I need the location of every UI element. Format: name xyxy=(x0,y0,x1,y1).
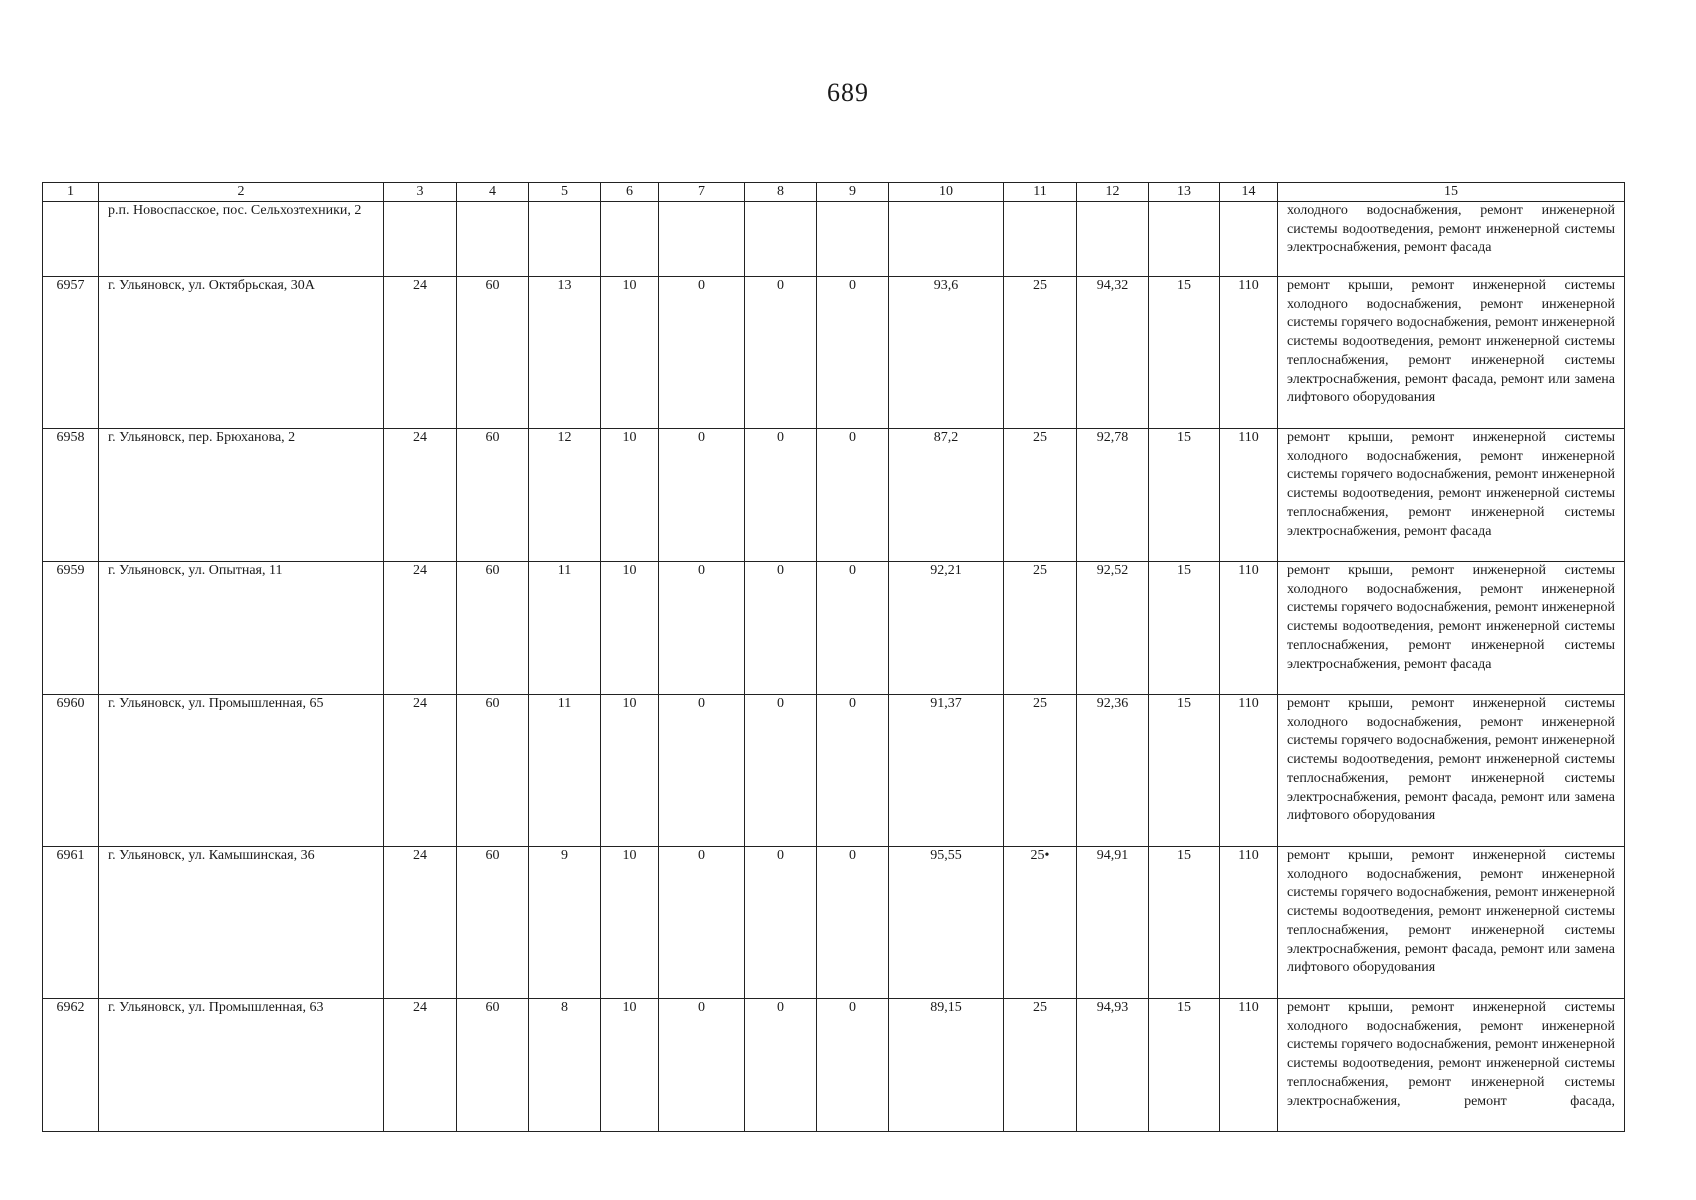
column-number: 4 xyxy=(457,183,529,202)
column-number: 9 xyxy=(817,183,889,202)
cell-address: р.п. Новоспасское, пос. Сельхозтехники, 2 xyxy=(99,202,384,277)
cell-col-14: 110 xyxy=(1220,429,1278,562)
cell-col-13 xyxy=(1149,202,1220,277)
cell-repair-works: ремонт крыши, ремонт инженерной системы холодного водоснабжения, ремонт инженерной системы горячего водоснабжения, ремонт инженерной системы водоотведения, ремонт инженерной системы теплоснабжения, ремонт инженерной системы электроснабжения, ремонт фасада, ремонт или замена лифтового оборудования xyxy=(1278,277,1625,429)
cell-col-9 xyxy=(817,202,889,277)
column-number: 10 xyxy=(889,183,1004,202)
cell-col-8: 0 xyxy=(745,695,817,847)
cell-col-4: 60 xyxy=(457,562,529,695)
column-number: 13 xyxy=(1149,183,1220,202)
cell-col-3: 24 xyxy=(384,562,457,695)
cell-repair-works: ремонт крыши, ремонт инженерной системы холодного водоснабжения, ремонт инженерной системы горячего водоснабжения, ремонт инженерной системы водоотведения, ремонт инженерной системы теплоснабжения, ремонт инженерной системы электроснабжения, ремонт фасада xyxy=(1278,429,1625,562)
cell-col-11: 25 xyxy=(1004,429,1077,562)
cell-row-number: 6959 xyxy=(43,562,99,695)
cell-col-13: 15 xyxy=(1149,562,1220,695)
cell-col-5: 12 xyxy=(529,429,601,562)
cell-col-8 xyxy=(745,202,817,277)
cell-address: г. Ульяновск, ул. Промышленная, 65 xyxy=(99,695,384,847)
cell-col-12: 92,78 xyxy=(1077,429,1149,562)
cell-col-12: 94,91 xyxy=(1077,847,1149,999)
cell-col-11 xyxy=(1004,202,1077,277)
cell-address: г. Ульяновск, пер. Брюханова, 2 xyxy=(99,429,384,562)
cell-col-6: 10 xyxy=(601,695,659,847)
cell-col-3: 24 xyxy=(384,695,457,847)
cell-col-9: 0 xyxy=(817,847,889,999)
cell-col-5: 8 xyxy=(529,999,601,1132)
cell-repair-works: ремонт крыши, ремонт инженерной системы холодного водоснабжения, ремонт инженерной системы горячего водоснабжения, ремонт инженерной системы водоотведения, ремонт инженерной системы теплоснабжения, ремонт инженерной системы электроснабжения, ремонт фасада, xyxy=(1278,999,1625,1132)
cell-col-4 xyxy=(457,202,529,277)
cell-col-8: 0 xyxy=(745,429,817,562)
column-number: 5 xyxy=(529,183,601,202)
cell-col-10: 87,2 xyxy=(889,429,1004,562)
cell-col-8: 0 xyxy=(745,277,817,429)
column-number: 7 xyxy=(659,183,745,202)
cell-col-9: 0 xyxy=(817,695,889,847)
cell-col-10: 89,15 xyxy=(889,999,1004,1132)
cell-col-5: 11 xyxy=(529,695,601,847)
cell-col-14: 110 xyxy=(1220,695,1278,847)
cell-col-7: 0 xyxy=(659,429,745,562)
cell-address: г. Ульяновск, ул. Промышленная, 63 xyxy=(99,999,384,1132)
cell-col-10: 92,21 xyxy=(889,562,1004,695)
cell-col-10: 93,6 xyxy=(889,277,1004,429)
cell-col-3 xyxy=(384,202,457,277)
cell-col-13: 15 xyxy=(1149,847,1220,999)
cell-col-13: 15 xyxy=(1149,429,1220,562)
table-row xyxy=(43,202,1625,277)
cell-col-12: 92,52 xyxy=(1077,562,1149,695)
cell-col-6: 10 xyxy=(601,562,659,695)
cell-row-number: 6958 xyxy=(43,429,99,562)
column-number: 11 xyxy=(1004,183,1077,202)
cell-col-11: 25• xyxy=(1004,847,1077,999)
cell-col-4: 60 xyxy=(457,277,529,429)
cell-col-9: 0 xyxy=(817,429,889,562)
cell-col-5 xyxy=(529,202,601,277)
cell-col-9: 0 xyxy=(817,562,889,695)
cell-col-8: 0 xyxy=(745,847,817,999)
cell-address: г. Ульяновск, ул. Октябрьская, 30А xyxy=(99,277,384,429)
column-number-row xyxy=(43,183,1625,202)
cell-col-9: 0 xyxy=(817,277,889,429)
column-number: 6 xyxy=(601,183,659,202)
cell-col-14: 110 xyxy=(1220,277,1278,429)
cell-col-14 xyxy=(1220,202,1278,277)
column-number: 3 xyxy=(384,183,457,202)
cell-row-number: 6960 xyxy=(43,695,99,847)
cell-address: г. Ульяновск, ул. Опытная, 11 xyxy=(99,562,384,695)
cell-col-8: 0 xyxy=(745,562,817,695)
column-number: 14 xyxy=(1220,183,1278,202)
cell-col-6: 10 xyxy=(601,847,659,999)
cell-col-10 xyxy=(889,202,1004,277)
cell-col-10: 95,55 xyxy=(889,847,1004,999)
cell-col-5: 9 xyxy=(529,847,601,999)
cell-col-12: 92,36 xyxy=(1077,695,1149,847)
cell-col-5: 11 xyxy=(529,562,601,695)
cell-col-6: 10 xyxy=(601,277,659,429)
cell-col-13: 15 xyxy=(1149,695,1220,847)
cell-col-6 xyxy=(601,202,659,277)
column-number: 15 xyxy=(1278,183,1625,202)
cell-col-13: 15 xyxy=(1149,277,1220,429)
cell-col-7: 0 xyxy=(659,562,745,695)
cell-col-7: 0 xyxy=(659,999,745,1132)
cell-col-3: 24 xyxy=(384,847,457,999)
cell-col-12: 94,32 xyxy=(1077,277,1149,429)
column-number: 2 xyxy=(99,183,384,202)
cell-repair-works: ремонт крыши, ремонт инженерной системы холодного водоснабжения, ремонт инженерной системы горячего водоснабжения, ремонт инженерной системы водоотведения, ремонт инженерной системы теплоснабжения, ремонт инженерной системы электроснабжения, ремонт фасада xyxy=(1278,562,1625,695)
cell-col-10: 91,37 xyxy=(889,695,1004,847)
cell-col-4: 60 xyxy=(457,847,529,999)
cell-repair-works: ремонт крыши, ремонт инженерной системы холодного водоснабжения, ремонт инженерной системы горячего водоснабжения, ремонт инженерной системы водоотведения, ремонт инженерной системы теплоснабжения, ремонт инженерной системы электроснабжения, ремонт фасада, ремонт или замена лифтового оборудования xyxy=(1278,695,1625,847)
cell-repair-works: ремонт крыши, ремонт инженерной системы холодного водоснабжения, ремонт инженерной системы горячего водоснабжения, ремонт инженерной системы водоотведения, ремонт инженерной системы теплоснабжения, ремонт инженерной системы электроснабжения, ремонт фасада, ремонт или замена лифтового оборудования xyxy=(1278,847,1625,999)
column-number: 1 xyxy=(43,183,99,202)
cell-col-11: 25 xyxy=(1004,999,1077,1132)
cell-col-3: 24 xyxy=(384,999,457,1132)
cell-col-8: 0 xyxy=(745,999,817,1132)
cell-row-number: 6961 xyxy=(43,847,99,999)
cell-col-11: 25 xyxy=(1004,562,1077,695)
cell-col-7: 0 xyxy=(659,847,745,999)
table-row xyxy=(43,999,1625,1132)
column-number: 12 xyxy=(1077,183,1149,202)
cell-col-4: 60 xyxy=(457,429,529,562)
cell-address: г. Ульяновск, ул. Камышинская, 36 xyxy=(99,847,384,999)
page-number: 689 xyxy=(827,78,869,107)
cell-col-9: 0 xyxy=(817,999,889,1132)
table-row xyxy=(43,429,1625,562)
cell-col-11: 25 xyxy=(1004,277,1077,429)
cell-col-7: 0 xyxy=(659,277,745,429)
table-row xyxy=(43,695,1625,847)
cell-col-3: 24 xyxy=(384,429,457,562)
cell-col-4: 60 xyxy=(457,695,529,847)
column-number: 8 xyxy=(745,183,817,202)
cell-row-number xyxy=(43,202,99,277)
cell-col-3: 24 xyxy=(384,277,457,429)
cell-col-5: 13 xyxy=(529,277,601,429)
cell-col-6: 10 xyxy=(601,429,659,562)
cell-row-number: 6962 xyxy=(43,999,99,1132)
cell-col-12 xyxy=(1077,202,1149,277)
repair-program-table xyxy=(42,182,1625,1132)
cell-col-7: 0 xyxy=(659,695,745,847)
cell-col-14: 110 xyxy=(1220,999,1278,1132)
cell-col-13: 15 xyxy=(1149,999,1220,1132)
cell-col-14: 110 xyxy=(1220,562,1278,695)
table-row xyxy=(43,277,1625,429)
table-row xyxy=(43,562,1625,695)
cell-col-14: 110 xyxy=(1220,847,1278,999)
table-row xyxy=(43,847,1625,999)
cell-col-12: 94,93 xyxy=(1077,999,1149,1132)
cell-repair-works: холодного водоснабжения, ремонт инженерной системы водоотведения, ремонт инженерной системы электроснабжения, ремонт фасада xyxy=(1278,202,1625,277)
cell-col-11: 25 xyxy=(1004,695,1077,847)
cell-col-7 xyxy=(659,202,745,277)
cell-row-number: 6957 xyxy=(43,277,99,429)
cell-col-6: 10 xyxy=(601,999,659,1132)
cell-col-4: 60 xyxy=(457,999,529,1132)
